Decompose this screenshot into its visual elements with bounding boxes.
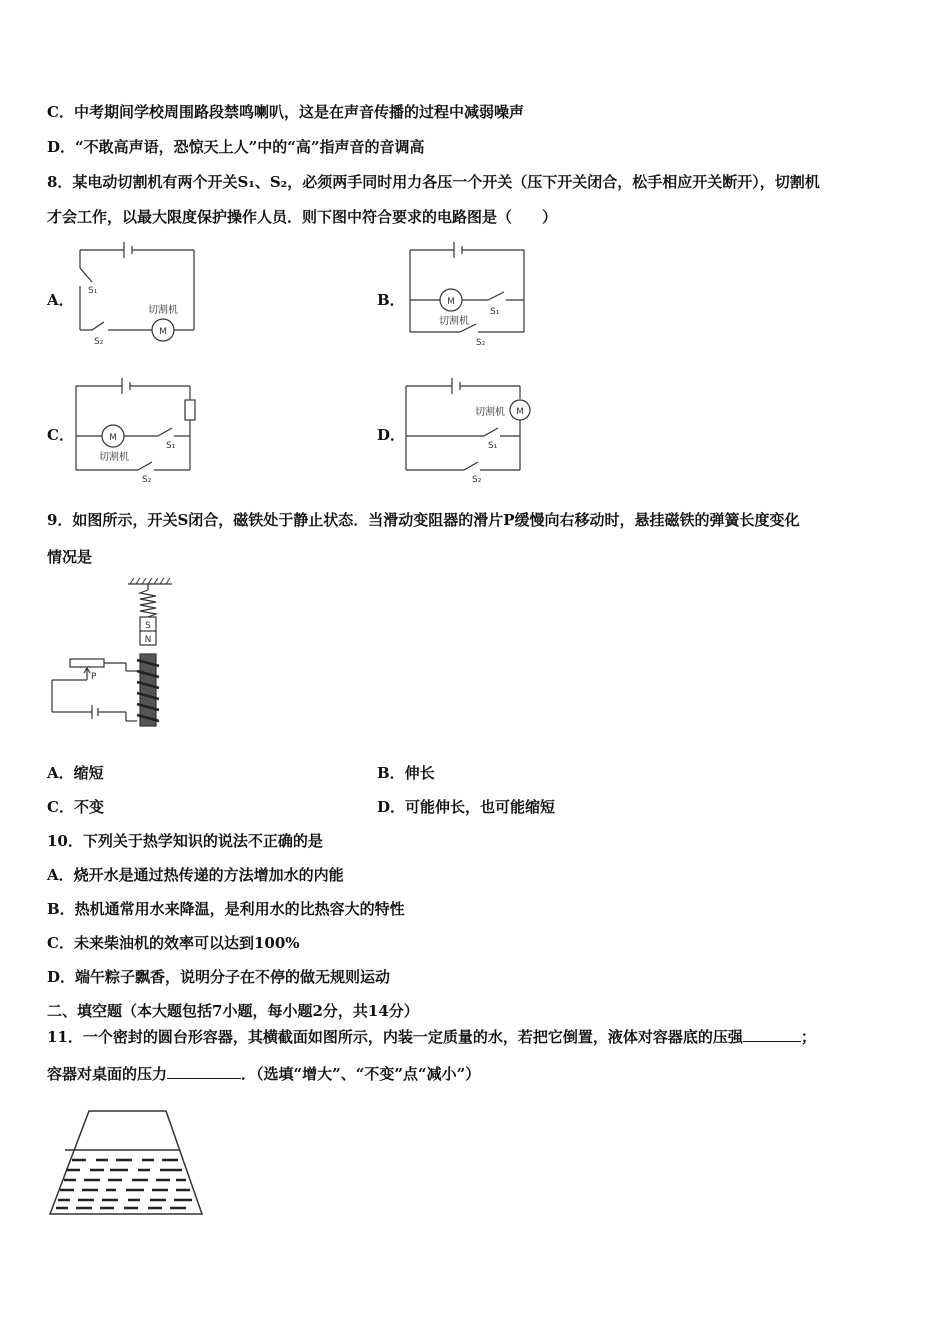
q11-stem-line-2 [47,1064,480,1084]
cutter-label-a: 切割机 [148,305,178,316]
circuit-diagram-a [72,238,202,350]
q10-option-b: B．热机通常用水来降温，是利用水的比热容大的特性 [47,900,405,918]
circuit-diagram-b [402,238,532,350]
switch-s2-label-b: S₂ [476,338,486,348]
motor-symbol-d: M [516,407,524,417]
q7-option-d: D．“不敢高声语，恐惊天上人”中的“高”指声音的音调高 [47,138,425,156]
q10-option-c: C．未来柴油机的效率可以达到100% [47,934,300,952]
q10-option-d: D．端午粽子飘香，说明分子在不停的做无规则运动 [47,968,391,986]
switch-s1-label-b: S₁ [490,307,500,317]
switch-s1-label-a: S₁ [88,286,98,296]
slider-p-label: P [91,672,97,682]
q11-text-2a: 容器对桌面的压力 [47,1065,168,1083]
q11-text-1-end: ； [800,1028,816,1046]
motor-symbol-a: M [159,327,167,337]
q11-text-2b: ．（选填“增大”、“不变”点“减小”） [241,1065,481,1083]
cutter-label-b: 切割机 [439,316,469,327]
q8-option-d-label: D． [377,426,406,444]
switch-s1-label-c: S₁ [166,441,176,451]
q8-stem-line-1: 8．某电动切割机有两个开关S₁、S₂，必须两手同时用力各压一个开关（压下开关闭合，松手相应开关断开），切割机 [47,173,820,191]
q8-option-a-label: A． [47,291,74,309]
q11-stem-line-1 [47,1027,816,1047]
switch-s2-label-a: S₂ [94,337,104,347]
circuit-diagram-d [402,374,532,486]
q8-option-c-label: C． [47,426,74,444]
motor-symbol-c: M [109,433,117,443]
switch-s2-label-d: S₂ [472,475,482,485]
answer-blank-2[interactable] [167,1064,241,1079]
q7-option-c: C．中考期间学校周围路段禁鸣喇叭，这是在声音传播的过程中减弱噪声 [47,103,524,121]
q9-stem-line-2: 情况是 [47,548,93,566]
circuit-diagram-c [72,374,202,486]
frustum-container-figure [44,1108,209,1220]
q11-text-1: 11．一个密封的圆台形容器，其横截面如图所示，内装一定质量的水，若把它倒置，液体对容器底的压强 [47,1028,743,1046]
cutter-label-d: 切割机 [475,407,505,418]
n-pole-label: N [144,635,152,645]
q9-option-d: D．可能伸长，也可能缩短 [377,798,556,816]
switch-s1-label-d: S₁ [488,441,498,451]
q9-option-b: B．伸长 [377,764,435,782]
q8-stem-line-2: 才会工作，以最大限度保护操作人员．则下图中符合要求的电路图是（ ） [47,208,558,226]
switch-s2-label-c: S₂ [142,475,152,485]
q9-stem-line-1: 9．如图所示，开关S闭合，磁铁处于静止状态．当滑动变阻器的滑片P缓慢向右移动时，悬挂磁铁的弹簧长度变化 [47,511,800,529]
q10-stem: 10．下列关于热学知识的说法不正确的是 [47,832,323,850]
q10-option-a: A．烧开水是通过热传递的方法增加水的内能 [47,866,344,884]
cutter-label-c: 切割机 [99,452,129,463]
q9-option-a: A．缩短 [47,764,104,782]
section-heading: 二、填空题（本大题包括7小题，每小题2分，共14分） [47,1002,419,1020]
answer-blank-1[interactable] [743,1027,801,1042]
q8-option-b-label: B． [377,291,405,309]
q9-option-c: C．不变 [47,798,104,816]
s-pole-label: S [145,621,151,631]
electromagnet-figure [44,576,176,732]
motor-symbol-b: M [447,297,455,307]
